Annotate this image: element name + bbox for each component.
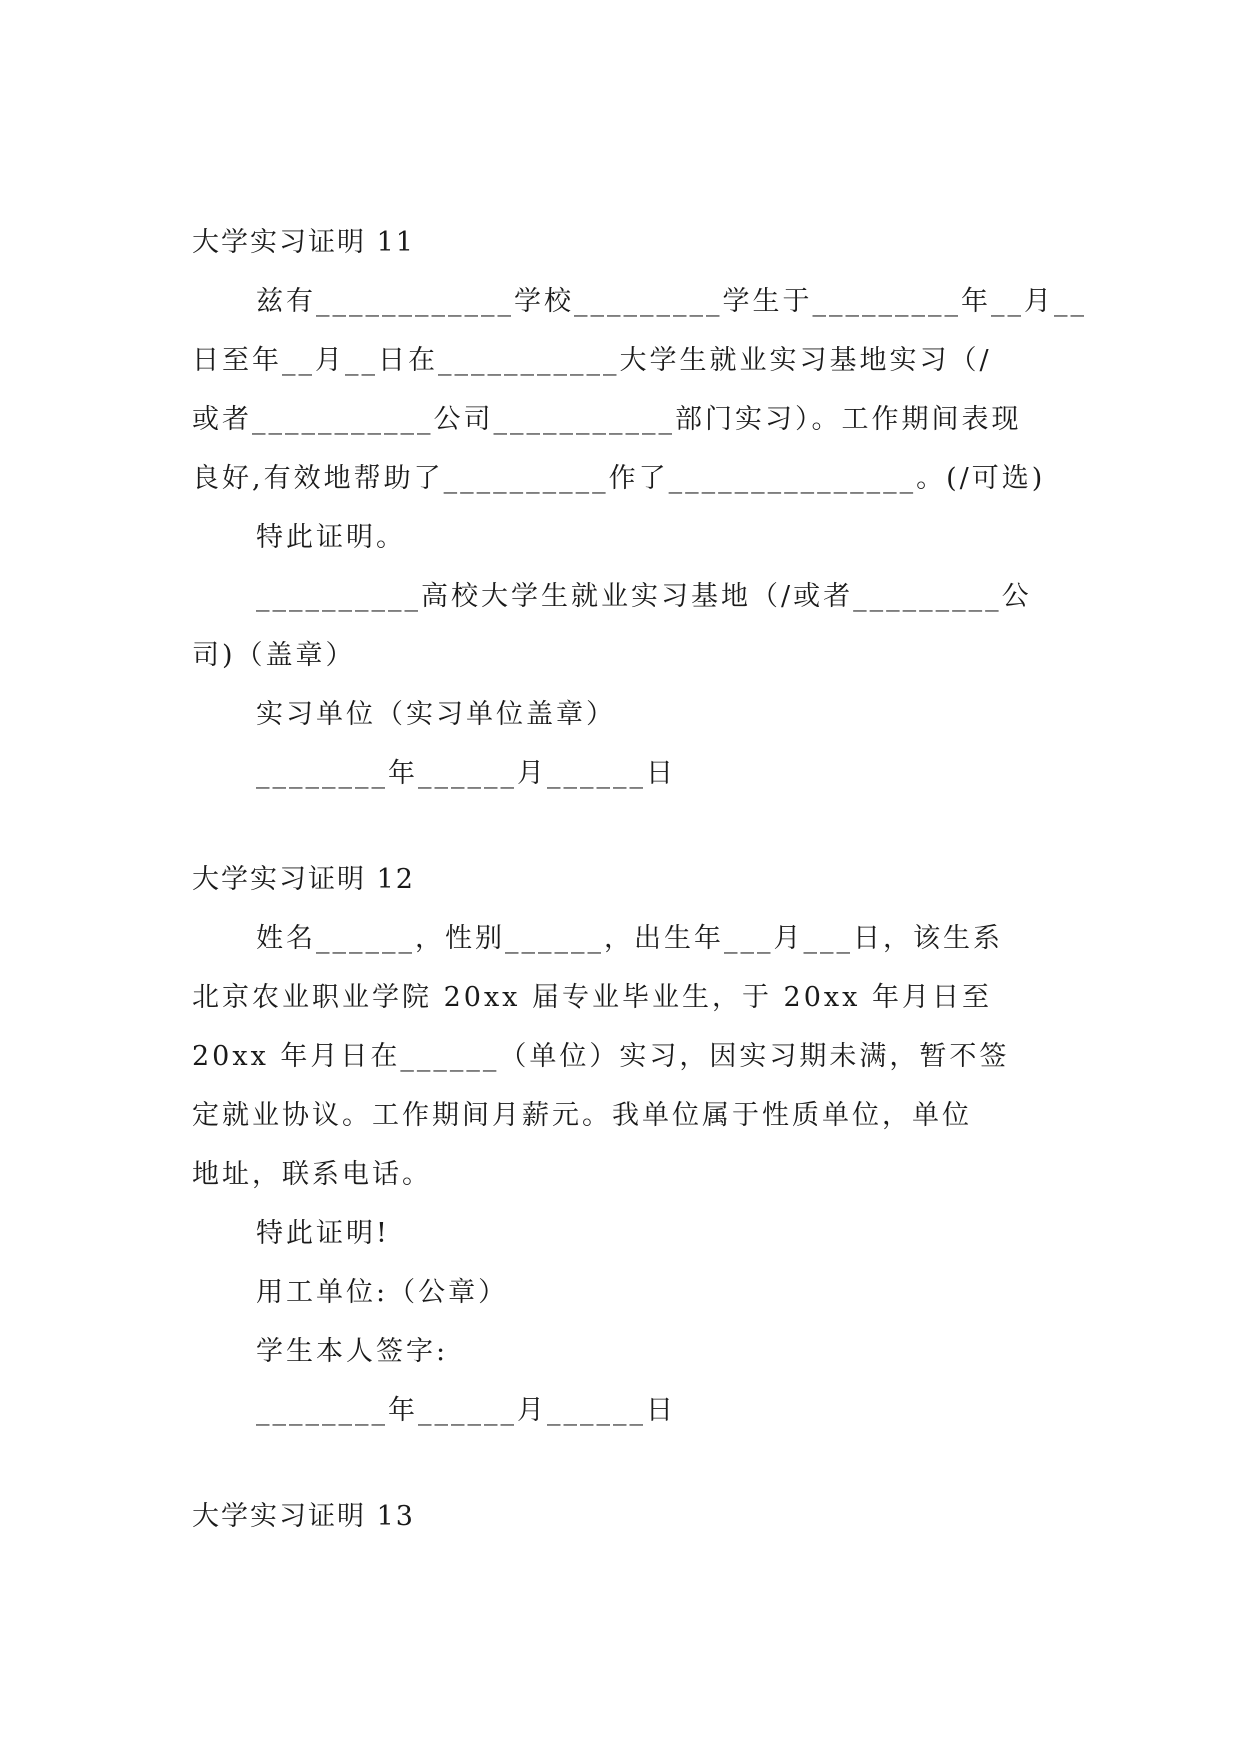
section-title: 大学实习证明 12 xyxy=(192,864,415,895)
date-line: ________年______月______日 xyxy=(256,1395,676,1426)
section-title: 大学实习证明 13 xyxy=(192,1501,415,1532)
paragraph-line: 或者___________公司___________部门实习）。工作期间表现 xyxy=(192,404,1022,435)
section-title: 大学实习证明 11 xyxy=(192,227,415,258)
date-line: ________年______月______日 xyxy=(256,758,676,789)
paragraph-line: 兹有____________学校_________学生于_________年__月__ xyxy=(256,286,1087,317)
paragraph-line: 良好,有效地帮助了__________作了_______________。(/可选) xyxy=(192,463,1046,494)
paragraph-line: 定就业协议。工作期间月薪元。我单位属于性质单位，单位 xyxy=(192,1100,972,1131)
paragraph-line: 姓名______，性别______，出生年___月___日，该生系 xyxy=(256,923,1003,954)
paragraph-line: 北京农业职业学院 20xx 届专业毕业生，于 20xx 年月日至 xyxy=(192,982,992,1013)
paragraph-line: 20xx 年月日在______（单位）实习，因实习期未满，暂不签 xyxy=(192,1041,1010,1072)
unit-line: 实习单位（实习单位盖章） xyxy=(256,699,616,730)
paragraph-line: 地址，联系电话。 xyxy=(192,1159,432,1190)
closing-line: 特此证明。 xyxy=(256,522,406,553)
issuer-line: __________高校大学生就业实习基地（/或者_________公 xyxy=(256,581,1032,612)
employer-line: 用工单位:（公章） xyxy=(256,1277,509,1308)
signature-line: 学生本人签字: xyxy=(256,1336,449,1367)
closing-line: 特此证明! xyxy=(256,1218,390,1249)
paragraph-line: 日至年__月__日在___________大学生就业实习基地实习（/ xyxy=(192,345,992,376)
issuer-line: 司)（盖章） xyxy=(192,640,356,671)
